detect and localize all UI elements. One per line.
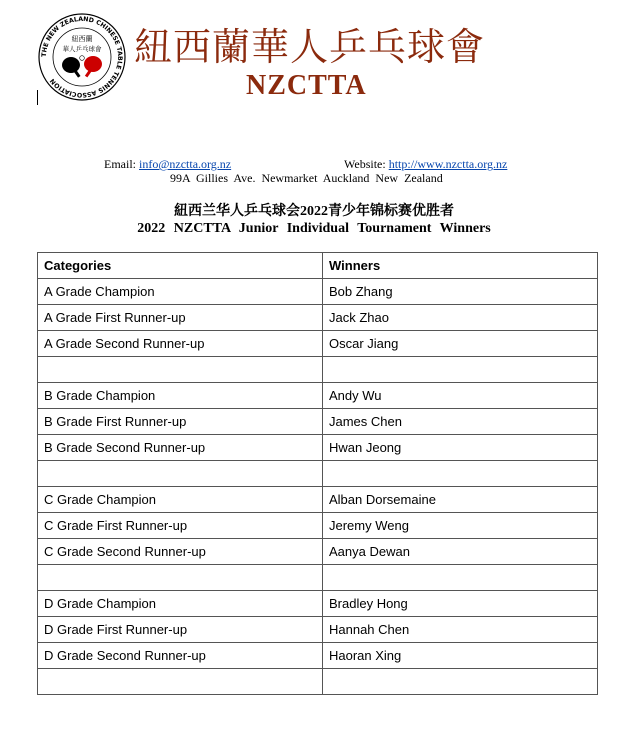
table-row [38, 669, 598, 695]
category-cell [38, 565, 323, 591]
winner-cell: Andy Wu [323, 383, 598, 409]
winner-cell: Haoran Xing [323, 643, 598, 669]
table-row [38, 591, 598, 617]
winner-cell [323, 357, 598, 383]
winner-cell: Oscar Jiang [323, 331, 598, 357]
website-link[interactable]: http://www.nzctta.org.nz [388, 157, 508, 171]
category-cell: C Grade Second Runner-up [38, 539, 323, 565]
category-cell: A Grade Second Runner-up [38, 331, 323, 357]
category-cell [38, 669, 323, 695]
email-label: Email: [104, 157, 136, 171]
text-cursor [37, 90, 38, 105]
category-cell [38, 357, 323, 383]
nzctta-logo [38, 13, 126, 101]
table-row [38, 513, 598, 539]
category-cell: C Grade First Runner-up [38, 513, 323, 539]
category-cell: A Grade First Runner-up [38, 305, 323, 331]
column-header-winners: Winners [323, 253, 598, 279]
category-cell: D Grade First Runner-up [38, 617, 323, 643]
table-row [38, 435, 598, 461]
table-row [38, 461, 598, 487]
table-row [38, 539, 598, 565]
website-group [344, 157, 507, 172]
winner-cell [323, 461, 598, 487]
table-row [38, 383, 598, 409]
table-row [38, 487, 598, 513]
category-cell: D Grade Champion [38, 591, 323, 617]
table-row [38, 565, 598, 591]
category-cell: A Grade Champion [38, 279, 323, 305]
winner-cell: Jeremy Weng [323, 513, 598, 539]
table-row [38, 643, 598, 669]
logo-inner-line2: 華人乒乓球會 [62, 45, 102, 53]
contact-line [104, 157, 508, 172]
logo-inner-line1: 紐西蘭 [71, 35, 93, 43]
document-title-en: 2022 NZCTTA Junior Individual Tournament Winners [137, 221, 491, 236]
winner-cell [323, 565, 598, 591]
winner-cell: Hwan Jeong [323, 435, 598, 461]
winner-cell: Alban Dorsemaine [323, 487, 598, 513]
winner-cell [323, 669, 598, 695]
winner-cell: Jack Zhao [323, 305, 598, 331]
winner-cell: Aanya Dewan [323, 539, 598, 565]
ball-icon [80, 56, 85, 61]
winner-cell: Hannah Chen [323, 617, 598, 643]
winner-cell: James Chen [323, 409, 598, 435]
address: 99A Gillies Ave. Newmarket Auckland New Zealand [170, 171, 443, 185]
website-label: Website: [344, 157, 386, 171]
header-title-cn: 紐西蘭華人乒乓球會 [134, 25, 486, 69]
category-cell: B Grade Champion [38, 383, 323, 409]
table-row [38, 617, 598, 643]
winner-cell: Bradley Hong [323, 591, 598, 617]
document-title-cn: 紐西兰华人乒乓球会2022青少年锦标赛优胜者 [174, 204, 454, 219]
table-row [38, 409, 598, 435]
category-cell [38, 461, 323, 487]
header-title-en: NZCTTA [246, 70, 367, 101]
table-row [38, 279, 598, 305]
category-cell: B Grade Second Runner-up [38, 435, 323, 461]
table-row [38, 305, 598, 331]
table-row [38, 331, 598, 357]
winners-table [37, 252, 598, 695]
table-header-row [38, 253, 598, 279]
category-cell: B Grade First Runner-up [38, 409, 323, 435]
category-cell: C Grade Champion [38, 487, 323, 513]
email-link[interactable]: info@nzctta.org.nz [139, 157, 232, 171]
category-cell: D Grade Second Runner-up [38, 643, 323, 669]
logo-ring-text: THE NEW ZEALAND CHINESE TABLE TENNIS ASSOCIATION [40, 15, 124, 99]
column-header-categories: Categories [38, 253, 323, 279]
table-row [38, 357, 598, 383]
winner-cell: Bob Zhang [323, 279, 598, 305]
